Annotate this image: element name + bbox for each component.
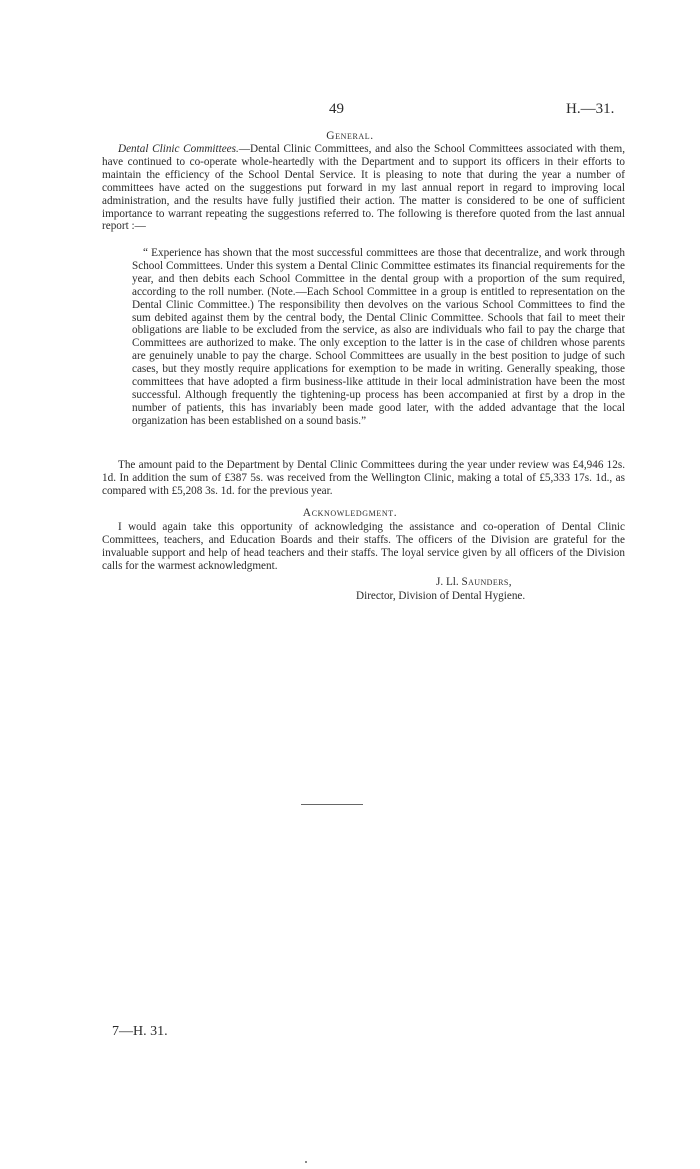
acknowledgment-paragraph: I would again take this opportunity of acknowledging the assistance and co-operation of Dental Clinic Committees, teachers, and Education Boards and their staffs. The officers of the Division are grateful for the invaluable support and help of head teachers and their staffs. The loyal service given by all officers of the Division calls for the warmest acknowledgment. bbox=[102, 521, 625, 572]
signature-surname: Saunders, bbox=[461, 576, 512, 588]
section-divider bbox=[301, 804, 363, 805]
section-heading-general: General. bbox=[326, 130, 374, 142]
page-number: 49 bbox=[329, 101, 344, 117]
intro-lead: Dental Clinic Committees. bbox=[118, 143, 239, 155]
signature-initials: J. Ll. bbox=[436, 576, 459, 588]
intro-paragraph bbox=[102, 143, 625, 233]
section-heading-acknowledgment: Acknowledgment. bbox=[302, 507, 398, 519]
document-code: H.—31. bbox=[566, 101, 615, 117]
quoted-report: “ Experience has shown that the most successful committees are those that decentralize, and work through School Committees. Under this system a Dental Clinic Committee estimates its financial requirements for the year, and then debits each School Committee in the dental group with a proportion of the sum required, according to the roll number. (Note.—Each School Committee in a group is entitled to representation on the Dental Clinic Committee.) The responsibility then devolves on the various School Committees to find the sum debited against them by the central body, the Dental Clinic Committee. Schools that fail to meet their obligations are liable to be excluded from the service, as also are individuals who fail to pay the charge that Committees are authorized to make. The only exception to the latter is in the case of children whose parents are genuinely unable to pay the charge. School Committees are usually in the best position to judge of such cases, but they mostly require applications for exemption to be made in writing. Generally speaking, those committees that have adopted a firm business-like attitude in their local administration have been the most successful. Although frequently the tightening-up process has been accompanied at first by a drop in the number of patients, this has invariably been made good later, with the added advantage that the local organization has been established on a sound basis.” bbox=[132, 247, 625, 427]
signature-name bbox=[436, 576, 512, 588]
page-mark bbox=[305, 1161, 307, 1163]
signature-title: Director, Division of Dental Hygiene. bbox=[356, 590, 526, 602]
footer-code: 7—H. 31. bbox=[112, 1024, 168, 1039]
intro-body: —Dental Clinic Committees, and also the School Committees associated with them, have continued to co-operate whole-heartedly with the Department and to support its officers in their efforts to maintain the efficiency of the School Dental Service. It is pleasing to note that during the year a number of committees have acted on the suggestions put forward in my last annual report in regard to improving local administration, and the results have fully justified their action. The matter is considered to be one of sufficient importance to warrant repeating the suggestions referred to. The following is therefore quoted from the last annual report :— bbox=[102, 143, 625, 233]
amount-paragraph: The amount paid to the Department by Dental Clinic Committees during the year under review was £4,946 12s. 1d. In addition the sum of £387 5s. was received from the Wellington Clinic, making a total of £5,333 17s. 1d., as compared with £5,208 3s. 1d. for the previous year. bbox=[102, 459, 625, 497]
